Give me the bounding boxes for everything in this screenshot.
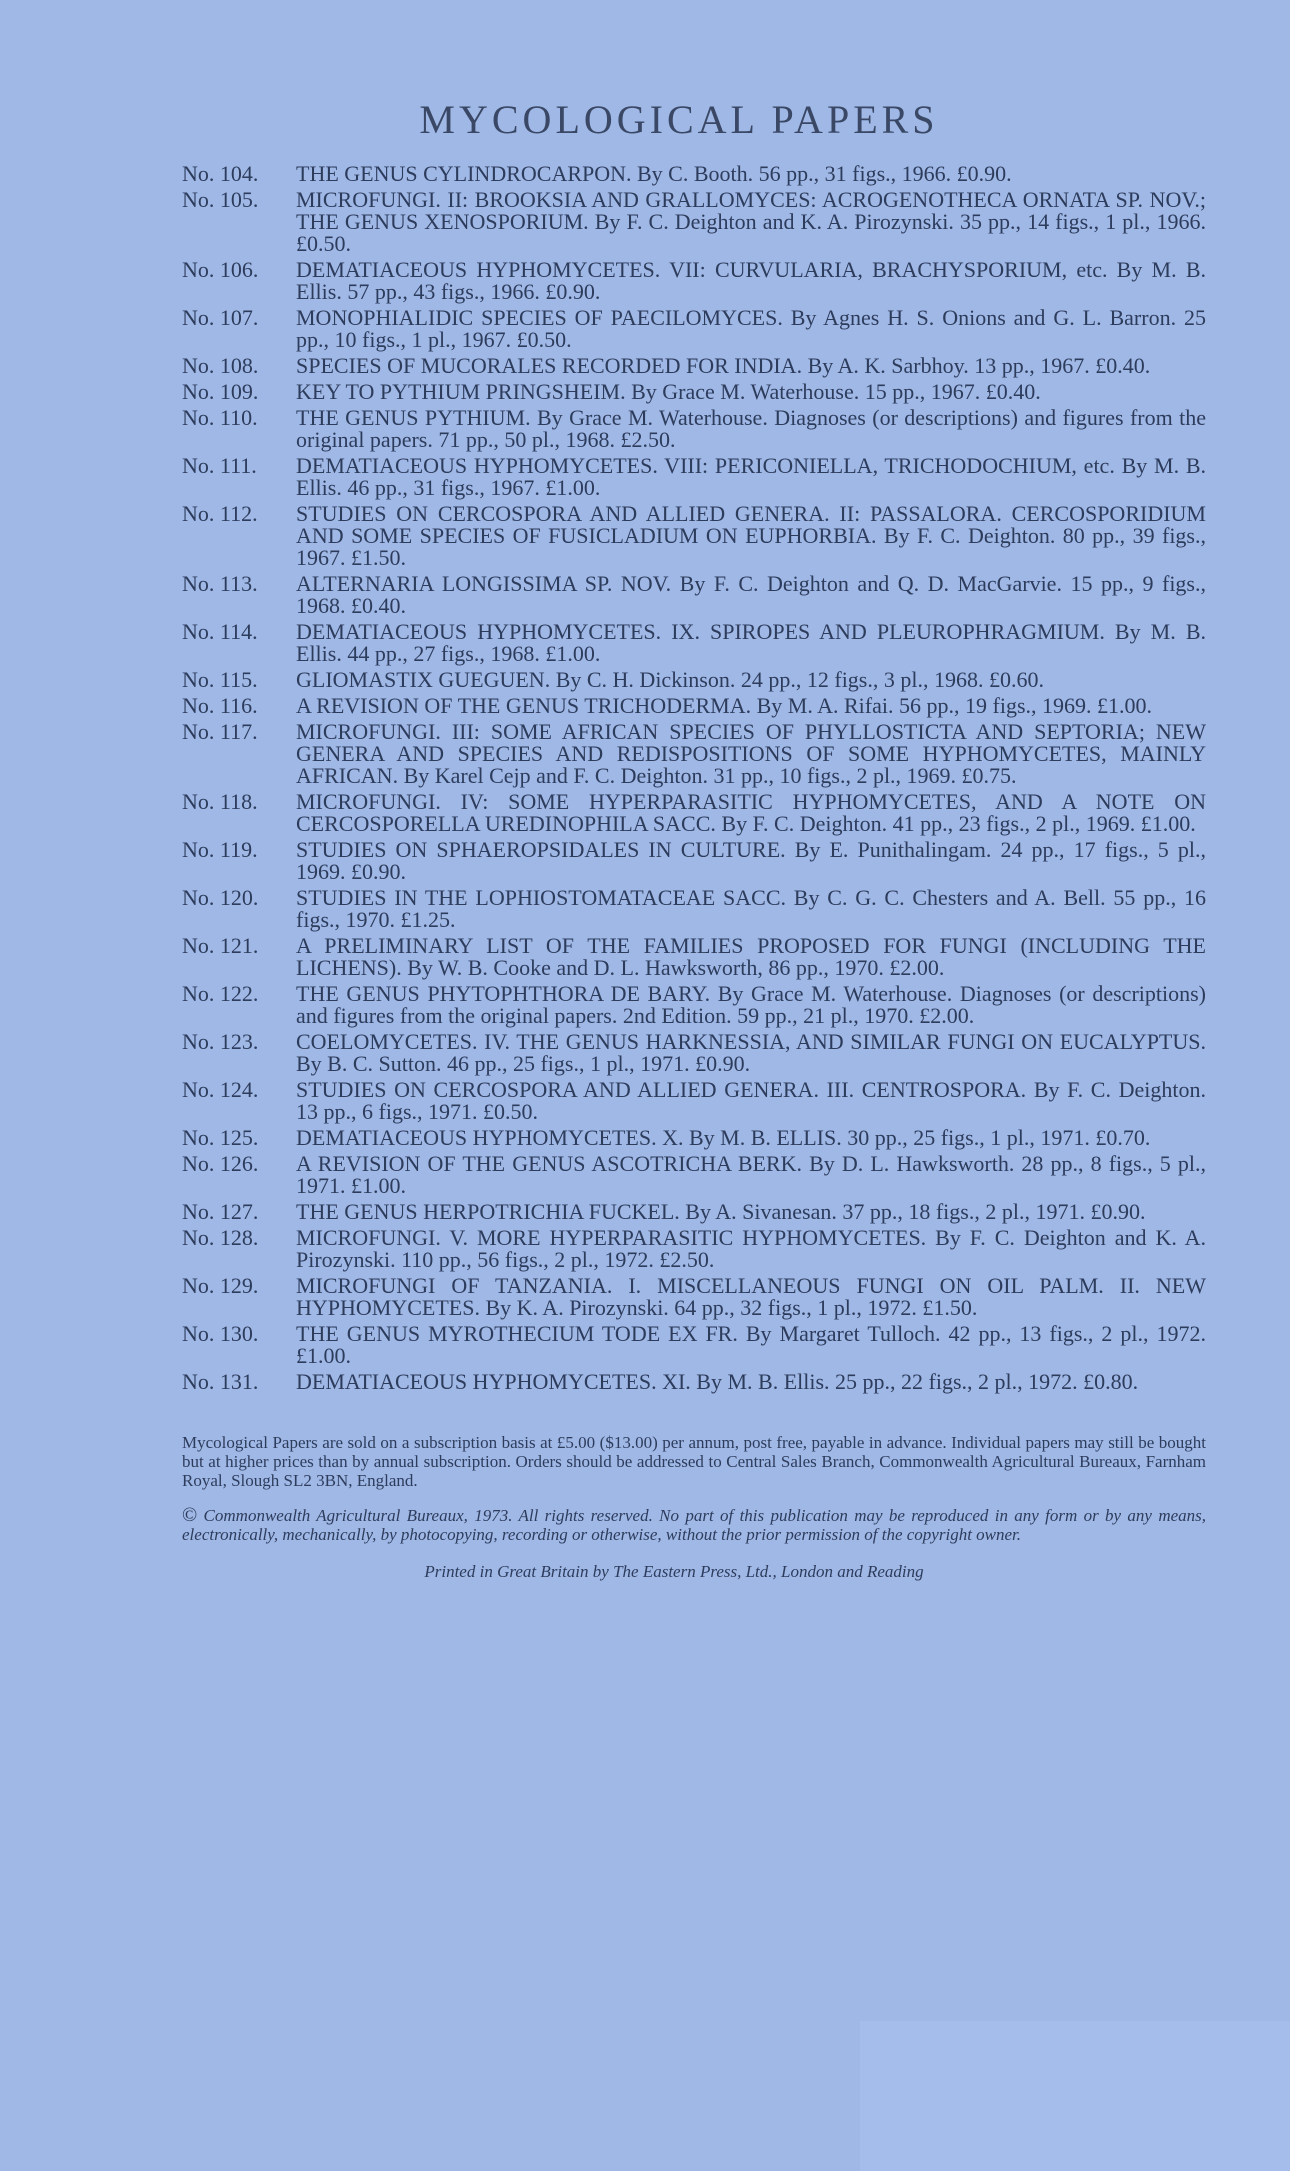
- paper-description: ALTERNARIA LONGISSIMA SP. NOV. By F. C. Deighton and Q. D. MacGarvie. 15 pp., 9 figs., 1968. £0.40.: [296, 571, 1206, 618]
- list-item: [182, 721, 1206, 787]
- paper-number: No. 127.: [182, 1199, 259, 1224]
- paper-description: DEMATIACEOUS HYPHOMYCETES. XI. By M. B. Ellis. 25 pp., 22 figs., 2 pl., 1972. £0.80.: [296, 1369, 1139, 1394]
- paper-number: No. 128.: [182, 1225, 259, 1250]
- paper-description: MICROFUNGI. IV: SOME HYPERPARASITIC HYPHOMYCETES, AND A NOTE ON CERCOSPORELLA UREDINOPHILA SACC. By F. C. Deighton. 41 pp., 23 figs., 2 pl., 1969. £1.00.: [296, 789, 1206, 836]
- paper-patch: [860, 2021, 1290, 2171]
- paper-description: DEMATIACEOUS HYPHOMYCETES. IX. SPIROPES AND PLEUROPHRAGMIUM. By M. B. Ellis. 44 pp., 27 figs., 1968. £1.00.: [296, 619, 1206, 666]
- paper-number: No. 122.: [182, 981, 259, 1006]
- list-item: [182, 887, 1206, 931]
- list-item: [182, 355, 1206, 377]
- paper-description: MONOPHIALIDIC SPECIES OF PAECILOMYCES. By Agnes H. S. Onions and G. L. Barron. 25 pp., 10 figs., 1 pl., 1967. £0.50.: [296, 305, 1206, 352]
- paper-number: No. 124.: [182, 1077, 259, 1102]
- paper-number: No. 129.: [182, 1273, 259, 1298]
- paper-description: DEMATIACEOUS HYPHOMYCETES. VIII: PERICONIELLA, TRICHODOCHIUM, etc. By M. B. Ellis. 46 pp., 31 figs., 1967. £1.00.: [296, 453, 1206, 500]
- list-item: [182, 503, 1206, 569]
- list-item: [182, 189, 1206, 255]
- paper-number: No. 130.: [182, 1321, 259, 1346]
- paper-number: No. 123.: [182, 1029, 259, 1054]
- paper-list: [182, 163, 1206, 1393]
- list-item: [182, 1127, 1206, 1149]
- paper-description: KEY TO PYTHIUM PRINGSHEIM. By Grace M. Waterhouse. 15 pp., 1967. £0.40.: [296, 379, 1041, 404]
- list-item: [182, 573, 1206, 617]
- paper-description: THE GENUS MYROTHECIUM TODE EX FR. By Margaret Tulloch. 42 pp., 13 figs., 2 pl., 1972. £1.00.: [296, 1321, 1206, 1368]
- paper-description: STUDIES ON SPHAEROPSIDALES IN CULTURE. By E. Punithalingam. 24 pp., 17 figs., 5 pl., 1969. £0.90.: [296, 837, 1206, 884]
- paper-description: GLIOMASTIX GUEGUEN. By C. H. Dickinson. 24 pp., 12 figs., 3 pl., 1968. £0.60.: [296, 667, 1044, 692]
- paper-number: No. 107.: [182, 305, 259, 330]
- list-item: [182, 259, 1206, 303]
- paper-number: No. 117.: [182, 719, 258, 744]
- paper-description: A REVISION OF THE GENUS TRICHODERMA. By M. A. Rifai. 56 pp., 19 figs., 1969. £1.00.: [296, 693, 1153, 718]
- paper-description: MICROFUNGI. V. MORE HYPERPARASITIC HYPHOMYCETES. By F. C. Deighton and K. A. Pirozynski. 110 pp., 56 figs., 2 pl., 1972. £2.50.: [296, 1225, 1206, 1272]
- copyright-notice: [182, 1506, 1206, 1544]
- paper-description: THE GENUS HERPOTRICHIA FUCKEL. By A. Sivanesan. 37 pp., 18 figs., 2 pl., 1971. £0.90.: [296, 1199, 1146, 1224]
- subscription-note: Mycological Papers are sold on a subscription basis at £5.00 ($13.00) per annum, post free, payable in advance. Individual papers may still be bought but at higher prices than by annual subscription. Orders should be addressed to Central Sales Branch, Commonwealth Agricultural Bureaux, Farnham Royal, Slough SL2 3BN, England.: [182, 1433, 1206, 1490]
- list-item: [182, 1079, 1206, 1123]
- list-item: [182, 695, 1206, 717]
- list-item: [182, 307, 1206, 351]
- paper-description: THE GENUS PHYTOPHTHORA DE BARY. By Grace M. Waterhouse. Diagnoses (or descriptions) and figures from the original papers. 2nd Edition. 59 pp., 21 pl., 1970. £2.00.: [296, 981, 1206, 1028]
- paper-description: MICROFUNGI. III: SOME AFRICAN SPECIES OF PHYLLOSTICTA AND SEPTORIA; NEW GENERA AND SPECIES AND REDISPOSITIONS OF SOME HYPHOMYCETES, MAINLY AFRICAN. By Karel Cejp and F. C. Deighton. 31 pp., 10 figs., 2 pl., 1969. £0.75.: [296, 719, 1206, 788]
- list-item: [182, 1227, 1206, 1271]
- list-item: [182, 791, 1206, 835]
- list-item: [182, 1153, 1206, 1197]
- copyright-symbol: ©: [182, 1504, 198, 1526]
- paper-number: No. 121.: [182, 933, 259, 958]
- paper-description: STUDIES ON CERCOSPORA AND ALLIED GENERA. II: PASSALORA. CERCOSPORIDIUM AND SOME SPECIES OF FUSICLADIUM ON EUPHORBIA. By F. C. Deighton. 80 pp., 39 figs., 1967. £1.50.: [296, 501, 1206, 570]
- list-item: [182, 983, 1206, 1027]
- paper-number: No. 105.: [182, 187, 259, 212]
- paper-number: No. 109.: [182, 379, 259, 404]
- list-item: [182, 839, 1206, 883]
- paper-description: DEMATIACEOUS HYPHOMYCETES. X. By M. B. ELLIS. 30 pp., 25 figs., 1 pl., 1971. £0.70.: [296, 1125, 1151, 1150]
- paper-number: No. 116.: [182, 693, 258, 718]
- paper-number: No. 104.: [182, 161, 259, 186]
- paper-description: THE GENUS PYTHIUM. By Grace M. Waterhouse. Diagnoses (or descriptions) and figures from the original papers. 71 pp., 50 pl., 1968. £2.50.: [296, 405, 1206, 452]
- list-item: [182, 163, 1206, 185]
- list-item: [182, 669, 1206, 691]
- paper-description: MICROFUNGI OF TANZANIA. I. MISCELLANEOUS FUNGI ON OIL PALM. II. NEW HYPHOMYCETES. By K. A. Pirozynski. 64 pp., 32 figs., 1 pl., 1972. £1.50.: [296, 1273, 1206, 1320]
- copyright-text: Commonwealth Agricultural Bureaux, 1973. All rights reserved. No part of this publication may be reproduced in any form or by any means, electronically, mechanically, by photocopying, recording or otherwise, without the prior permission of the copyright owner.: [182, 1506, 1207, 1544]
- paper-description: STUDIES IN THE LOPHIOSTOMATACEAE SACC. By C. G. C. Chesters and A. Bell. 55 pp., 16 figs., 1970. £1.25.: [296, 885, 1206, 932]
- paper-description: A PRELIMINARY LIST OF THE FAMILIES PROPOSED FOR FUNGI (INCLUDING THE LICHENS). By W. B. Cooke and D. L. Hawksworth, 86 pp., 1970. £2.00.: [296, 933, 1206, 980]
- paper-description: SPECIES OF MUCORALES RECORDED FOR INDIA. By A. K. Sarbhoy. 13 pp., 1967. £0.40.: [296, 353, 1151, 378]
- list-item: [182, 1201, 1206, 1223]
- paper-description: DEMATIACEOUS HYPHOMYCETES. VII: CURVULARIA, BRACHYSPORIUM, etc. By M. B. Ellis. 57 pp., 43 figs., 1966. £0.90.: [296, 257, 1206, 304]
- list-item: [182, 407, 1206, 451]
- paper-number: No. 115.: [182, 667, 258, 692]
- list-item: [182, 381, 1206, 403]
- paper-description: MICROFUNGI. II: BROOKSIA AND GRALLOMYCES: ACROGENOTHECA ORNATA SP. NOV.; THE GENUS XENOSPORIUM. By F. C. Deighton and K. A. Pirozynski. 35 pp., 14 figs., 1 pl., 1966. £0.50.: [296, 187, 1206, 256]
- paper-number: No. 108.: [182, 353, 259, 378]
- paper-number: No. 120.: [182, 885, 259, 910]
- paper-number: No. 118.: [182, 789, 258, 814]
- list-item: [182, 1031, 1206, 1075]
- list-item: [182, 1275, 1206, 1319]
- paper-description: A REVISION OF THE GENUS ASCOTRICHA BERK. By D. L. Hawksworth. 28 pp., 8 figs., 5 pl., 1971. £1.00.: [296, 1151, 1206, 1198]
- list-item: [182, 935, 1206, 979]
- list-item: [182, 1323, 1206, 1367]
- paper-number: No. 114.: [182, 619, 258, 644]
- list-item: [182, 621, 1206, 665]
- paper-number: No. 106.: [182, 257, 259, 282]
- paper-description: COELOMYCETES. IV. THE GENUS HARKNESSIA, AND SIMILAR FUNGI ON EUCALYPTUS. By B. C. Sutton. 46 pp., 25 figs., 1 pl., 1971. £0.90.: [296, 1029, 1206, 1076]
- list-item: [182, 455, 1206, 499]
- list-item: [182, 1371, 1206, 1393]
- paper-number: No. 112.: [182, 501, 258, 526]
- paper-number: No. 111.: [182, 453, 257, 478]
- paper-number: No. 113.: [182, 571, 258, 596]
- paper-description: STUDIES ON CERCOSPORA AND ALLIED GENERA. III. CENTROSPORA. By F. C. Deighton. 13 pp., 6 figs., 1971. £0.50.: [296, 1077, 1206, 1124]
- paper-number: No. 125.: [182, 1125, 259, 1150]
- paper-description: THE GENUS CYLINDROCARPON. By C. Booth. 56 pp., 31 figs., 1966. £0.90.: [296, 161, 1012, 186]
- page-title: MYCOLOGICAL PAPERS: [419, 97, 939, 142]
- paper-number: No. 119.: [182, 837, 258, 862]
- paper-number: No. 131.: [182, 1369, 259, 1394]
- printer-line: Printed in Great Britain by The Eastern Press, Ltd., London and Reading: [424, 1562, 924, 1581]
- paper-number: No. 126.: [182, 1151, 259, 1176]
- paper-number: No. 110.: [182, 405, 258, 430]
